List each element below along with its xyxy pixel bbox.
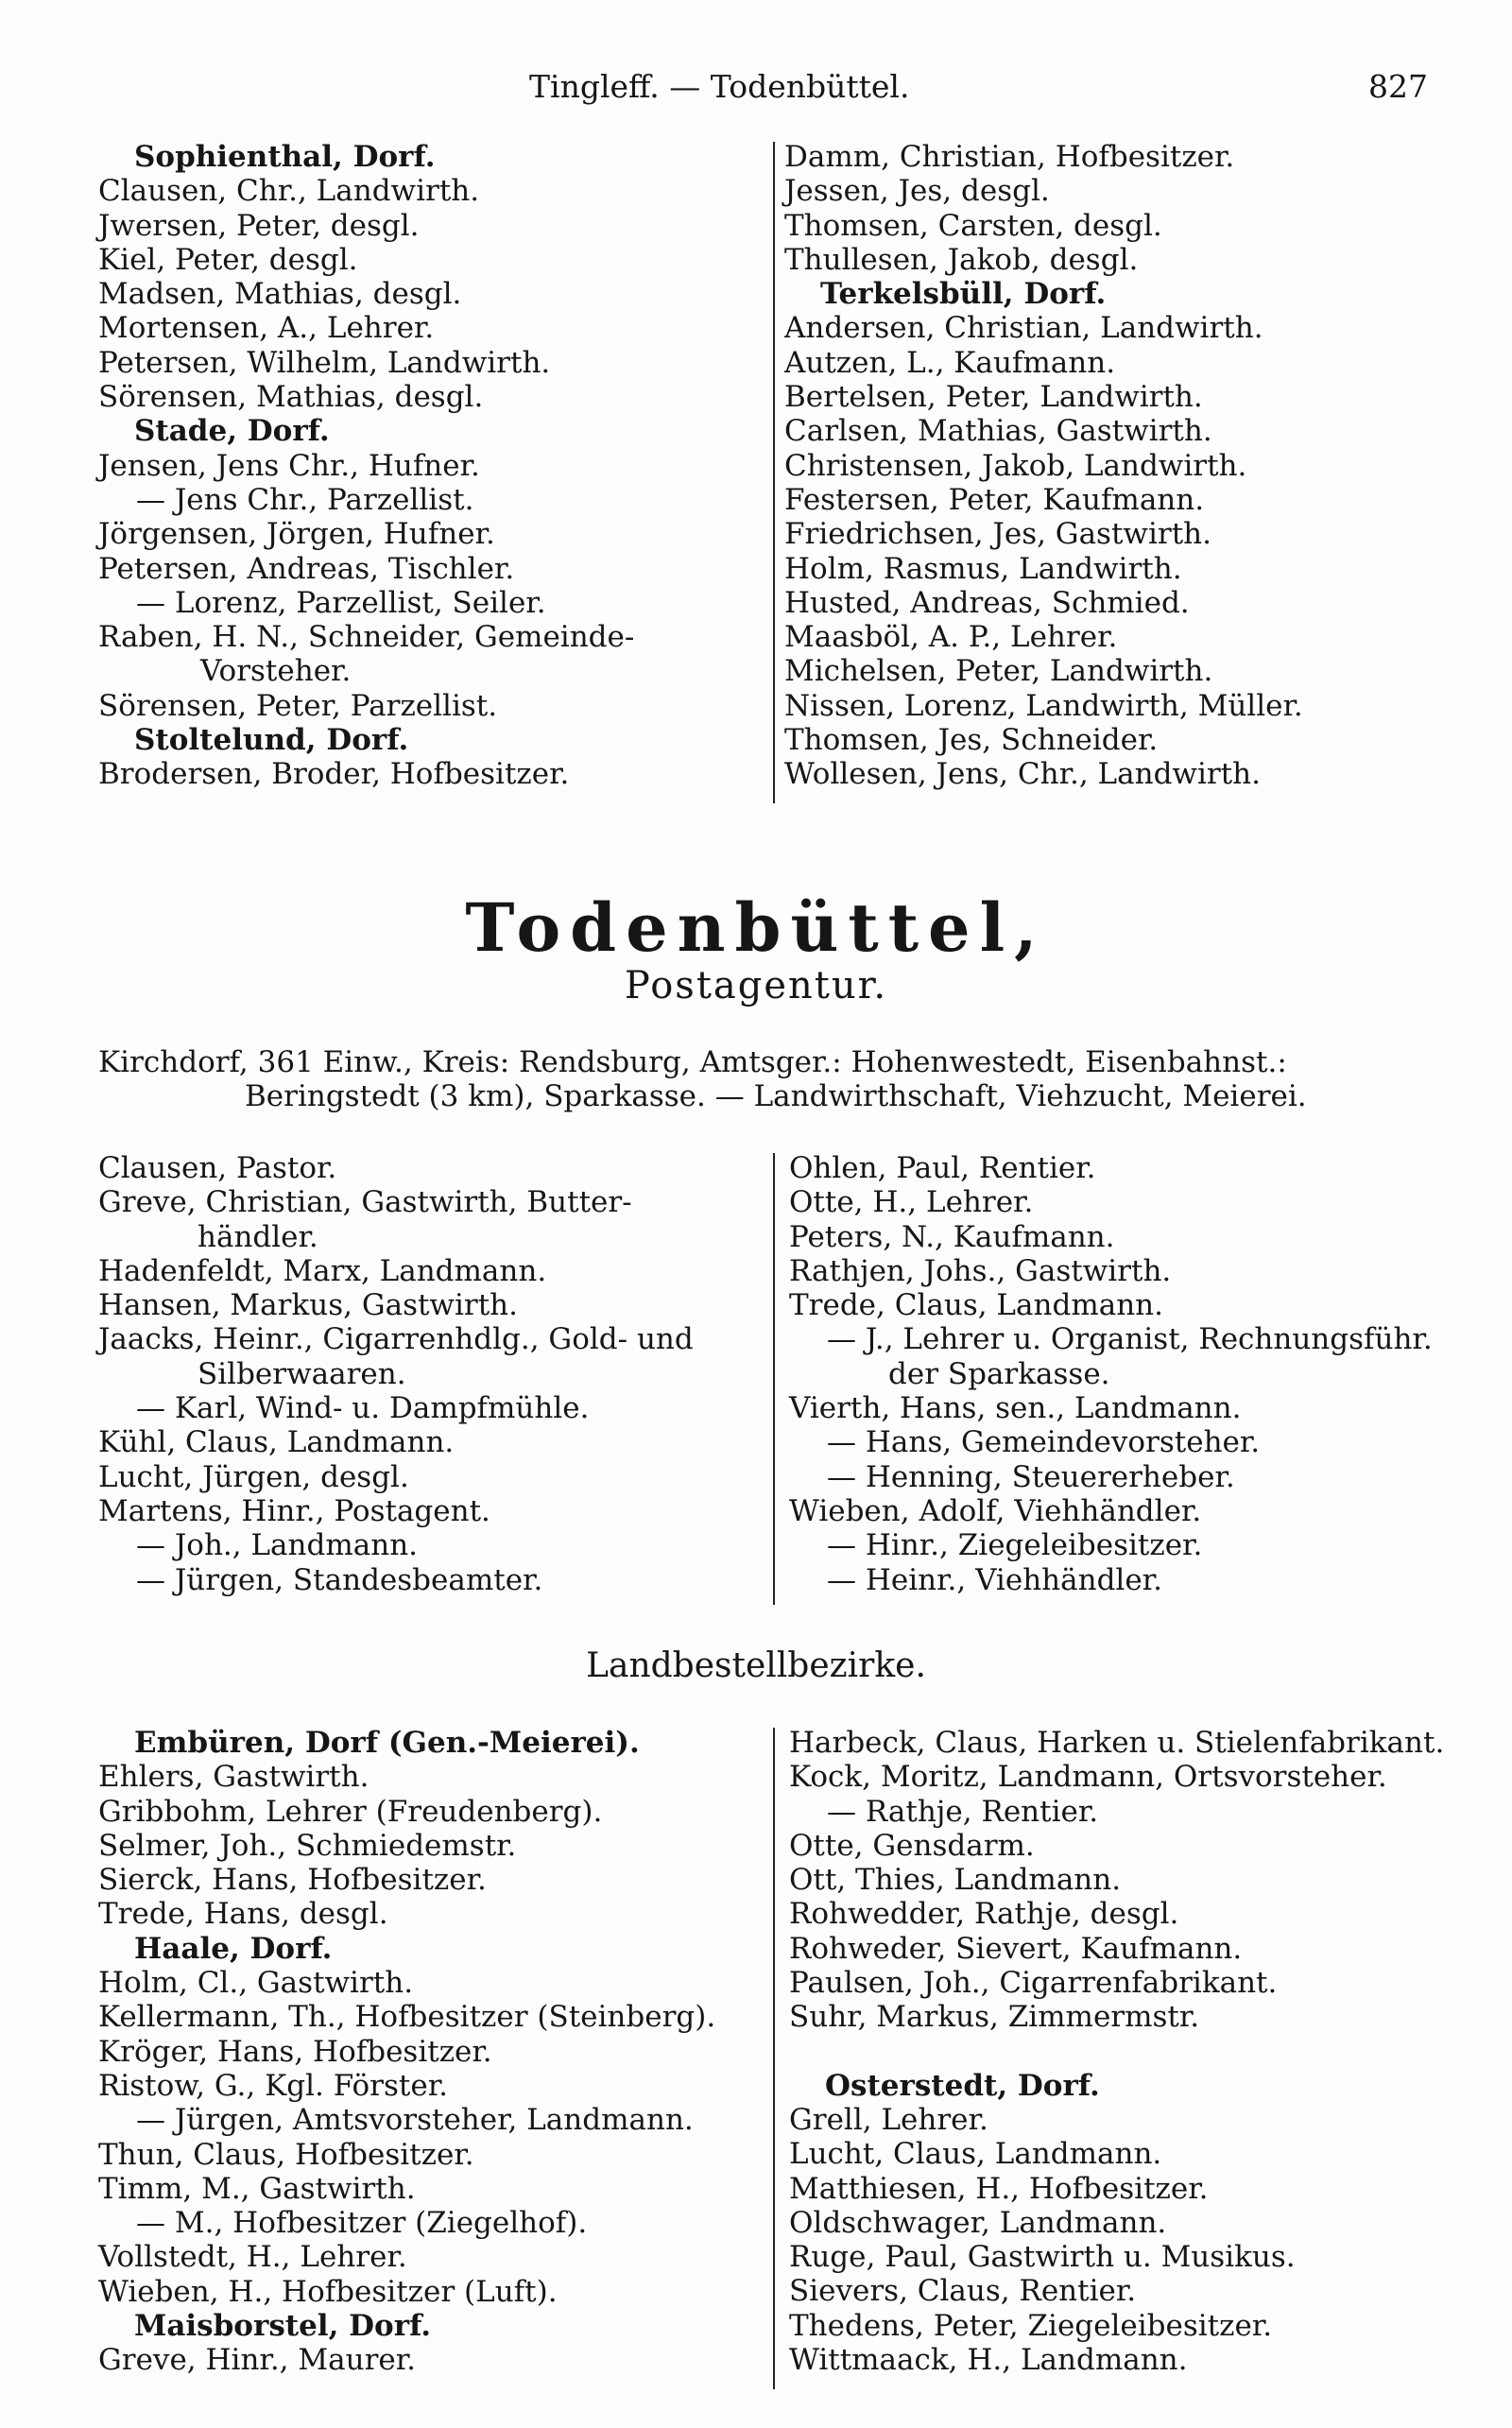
directory-entry: — Rathje, Rentier. <box>827 1794 1099 1829</box>
directory-entry: Lucht, Jürgen, desgl. <box>98 1459 409 1494</box>
sub-heading: Postagentur. <box>624 964 888 1007</box>
section-title: Landbestellbezirke. <box>586 1646 926 1685</box>
directory-entry: Matthiesen, H., Hofbesitzer. <box>789 2171 1209 2206</box>
directory-entry: Christensen, Jakob, Landwirth. <box>784 448 1247 483</box>
directory-entry: Kröger, Hans, Hofbesitzer. <box>98 2034 492 2069</box>
directory-entry: Jaacks, Heinr., Cigarrenhdlg., Gold- und <box>98 1322 694 1357</box>
directory-entry: — J., Lehrer u. Organist, Rechnungsführ. <box>827 1322 1433 1357</box>
mid-left-column <box>98 1151 694 1597</box>
directory-entry: Petersen, Andreas, Tischler. <box>98 551 515 586</box>
directory-entry: Trede, Hans, desgl. <box>98 1897 388 1932</box>
mid-right-column <box>789 1151 1433 1597</box>
main-heading: Todenbüttel, <box>465 888 1047 967</box>
place-heading: Osterstedt, Dorf. <box>825 2068 1100 2103</box>
directory-entry: Greve, Christian, Gastwirth, Butter- <box>98 1185 632 1220</box>
directory-entry: Ott, Thies, Landmann. <box>789 1863 1122 1898</box>
column-divider-top <box>773 142 775 803</box>
column-divider-bottom <box>773 1728 775 2389</box>
directory-entry: Lucht, Claus, Landmann. <box>789 2137 1162 2172</box>
directory-entry: — Jürgen, Amtsvorsteher, Landmann. <box>136 2103 694 2138</box>
directory-entry: Kellermann, Th., Hofbesitzer (Steinberg). <box>98 2000 716 2035</box>
directory-entry: Andersen, Christian, Landwirth. <box>784 311 1263 346</box>
place-heading: Stade, Dorf. <box>134 414 330 449</box>
directory-entry: Rohweder, Sievert, Kaufmann. <box>789 1931 1243 1966</box>
directory-entry: Trede, Claus, Landmann. <box>789 1288 1163 1323</box>
directory-entry: Ruge, Paul, Gastwirth u. Musikus. <box>789 2240 1296 2275</box>
column-divider-mid <box>773 1153 775 1605</box>
directory-entry: Otte, H., Lehrer. <box>789 1185 1034 1220</box>
directory-entry: Madsen, Mathias, desgl. <box>98 277 462 312</box>
directory-entry: Martens, Hinr., Postagent. <box>98 1493 490 1528</box>
directory-entry: Vollstedt, H., Lehrer. <box>98 2240 407 2275</box>
directory-entry: Peters, N., Kaufmann. <box>789 1219 1115 1254</box>
place-heading: Sophienthal, Dorf. <box>134 140 436 174</box>
directory-entry: — Henning, Steuererheber. <box>827 1459 1235 1494</box>
page-number: 827 <box>1368 68 1428 105</box>
directory-entry: Ristow, G., Kgl. Förster. <box>98 2068 448 2103</box>
directory-entry: Otte, Gensdarm. <box>789 1828 1035 1863</box>
directory-entry: Wittmaack, H., Landmann. <box>789 2343 1188 2378</box>
directory-entry: Clausen, Pastor. <box>98 1151 337 1185</box>
directory-entry: Wollesen, Jens, Chr., Landwirth. <box>784 757 1261 792</box>
place-description <box>98 1045 1450 1113</box>
directory-entry: Ohlen, Paul, Rentier. <box>789 1151 1096 1185</box>
blank-line <box>789 2035 1444 2069</box>
directory-entry: Kühl, Claus, Landmann. <box>98 1425 455 1460</box>
directory-entry: — Heinr., Viehhändler. <box>827 1562 1162 1597</box>
directory-entry: Nissen, Lorenz, Landwirth, Müller. <box>784 688 1303 723</box>
directory-entry: Damm, Christian, Hofbesitzer. <box>784 140 1235 174</box>
directory-entry: Autzen, L., Kaufmann. <box>784 345 1116 380</box>
directory-entry: — Jürgen, Standesbeamter. <box>136 1562 543 1597</box>
directory-entry: — Hans, Gemeindevorsteher. <box>827 1425 1261 1460</box>
directory-entry: Sierck, Hans, Hofbesitzer. <box>98 1863 487 1898</box>
description-line-2: Beringstedt (3 km), Sparkasse. — Landwirthschaft, Viehzucht, Meierei. <box>245 1079 1307 1113</box>
directory-entry: Vorsteher. <box>200 654 352 689</box>
directory-entry: — Karl, Wind- u. Dampfmühle. <box>136 1391 590 1426</box>
description-line-1: Kirchdorf, 361 Einw., Kreis: Rendsburg, Amtsger.: Hohenwestedt, Eisenbahnst.: <box>98 1045 1287 1079</box>
directory-entry: Paulsen, Joh., Cigarrenfabrikant. <box>789 1966 1278 2001</box>
directory-entry: Oldschwager, Landmann. <box>789 2205 1167 2240</box>
directory-entry: Carlsen, Mathias, Gastwirth. <box>784 414 1212 449</box>
directory-entry: Ehlers, Gastwirth. <box>98 1760 369 1795</box>
directory-entry: Vierth, Hans, sen., Landmann. <box>789 1391 1242 1426</box>
directory-entry: — Jens Chr., Parzellist. <box>136 482 474 517</box>
directory-entry: — M., Hofbesitzer (Ziegelhof). <box>136 2206 588 2241</box>
directory-entry: Jörgensen, Jörgen, Hufner. <box>98 517 495 552</box>
directory-entry: Suhr, Markus, Zimmermstr. <box>789 2000 1200 2035</box>
place-heading: Maisborstel, Dorf. <box>134 2309 432 2344</box>
directory-entry: Sievers, Claus, Rentier. <box>789 2274 1137 2309</box>
directory-entry: Grell, Lehrer. <box>789 2102 988 2137</box>
top-right-column <box>784 140 1303 792</box>
bottom-left-column <box>98 1726 715 2378</box>
directory-entry: Gribbohm, Lehrer (Freudenberg). <box>98 1794 603 1829</box>
directory-entry: Harbeck, Claus, Harken u. Stielenfabrikant. <box>789 1726 1445 1760</box>
place-heading: Embüren, Dorf (Gen.-Meierei). <box>134 1726 640 1760</box>
directory-entry: Kiel, Peter, desgl. <box>98 242 358 277</box>
directory-entry: Selmer, Joh., Schmiedemstr. <box>98 1828 517 1863</box>
directory-entry: Holm, Rasmus, Landwirth. <box>784 551 1182 586</box>
directory-entry: Sörensen, Peter, Parzellist. <box>98 688 498 723</box>
directory-entry: Brodersen, Broder, Hofbesitzer. <box>98 757 570 792</box>
directory-entry: Maasböl, A. P., Lehrer. <box>784 620 1118 655</box>
directory-entry: — Hinr., Ziegeleibesitzer. <box>827 1528 1203 1563</box>
directory-entry: Silberwaaren. <box>198 1356 406 1391</box>
directory-entry: Mortensen, A., Lehrer. <box>98 311 435 346</box>
directory-entry: Thomsen, Carsten, desgl. <box>784 208 1162 243</box>
directory-entry: Thun, Claus, Hofbesitzer. <box>98 2137 474 2172</box>
directory-entry: Hadenfeldt, Marx, Landmann. <box>98 1253 547 1288</box>
directory-entry: — Joh., Landmann. <box>136 1528 419 1563</box>
directory-entry: Thedens, Peter, Ziegeleibesitzer. <box>789 2308 1273 2343</box>
directory-entry: Sörensen, Mathias, desgl. <box>98 380 484 415</box>
directory-entry: Petersen, Wilhelm, Landwirth. <box>98 345 551 380</box>
directory-entry: Wieben, H., Hofbesitzer (Luft). <box>98 2274 558 2309</box>
directory-entry: der Sparkasse. <box>888 1356 1110 1391</box>
directory-entry: Raben, H. N., Schneider, Gemeinde- <box>98 620 635 655</box>
directory-entry: Bertelsen, Peter, Landwirth. <box>784 380 1203 415</box>
place-heading: Terkelsbüll, Dorf. <box>820 277 1107 312</box>
directory-entry: Rohwedder, Rathje, desgl. <box>789 1897 1179 1932</box>
place-heading: Haale, Dorf. <box>134 1931 333 1966</box>
directory-entry: Jensen, Jens Chr., Hufner. <box>98 448 480 483</box>
directory-entry: Husted, Andreas, Schmied. <box>784 585 1190 620</box>
directory-entry: Timm, M., Gastwirth. <box>98 2171 416 2206</box>
directory-entry: Greve, Hinr., Maurer. <box>98 2343 417 2378</box>
directory-entry: — Lorenz, Parzellist, Seiler. <box>136 585 546 620</box>
directory-entry: händler. <box>198 1219 318 1254</box>
bottom-right-column <box>789 1726 1444 2377</box>
directory-entry: Rathjen, Johs., Gastwirth. <box>789 1253 1172 1288</box>
directory-entry: Wieben, Adolf, Viehhändler. <box>789 1493 1202 1528</box>
directory-entry: Jessen, Jes, desgl. <box>784 174 1050 209</box>
directory-entry: Thomsen, Jes, Schneider. <box>784 723 1159 758</box>
directory-entry: Hansen, Markus, Gastwirth. <box>98 1288 518 1323</box>
directory-entry: Festersen, Peter, Kaufmann. <box>784 482 1205 517</box>
directory-entry: Clausen, Chr., Landwirth. <box>98 174 480 209</box>
directory-entry: Holm, Cl., Gastwirth. <box>98 1966 414 2001</box>
directory-entry: Friedrichsen, Jes, Gastwirth. <box>784 517 1211 552</box>
running-title: Tingleff. — Todenbüttel. <box>529 68 910 105</box>
directory-entry: Michelsen, Peter, Landwirth. <box>784 654 1213 689</box>
directory-entry: Thullesen, Jakob, desgl. <box>784 242 1139 277</box>
place-heading: Stoltelund, Dorf. <box>134 723 409 758</box>
top-left-column <box>98 140 634 792</box>
directory-entry: Kock, Moritz, Landmann, Ortsvorsteher. <box>789 1760 1387 1795</box>
directory-entry: Jwersen, Peter, desgl. <box>98 208 420 243</box>
